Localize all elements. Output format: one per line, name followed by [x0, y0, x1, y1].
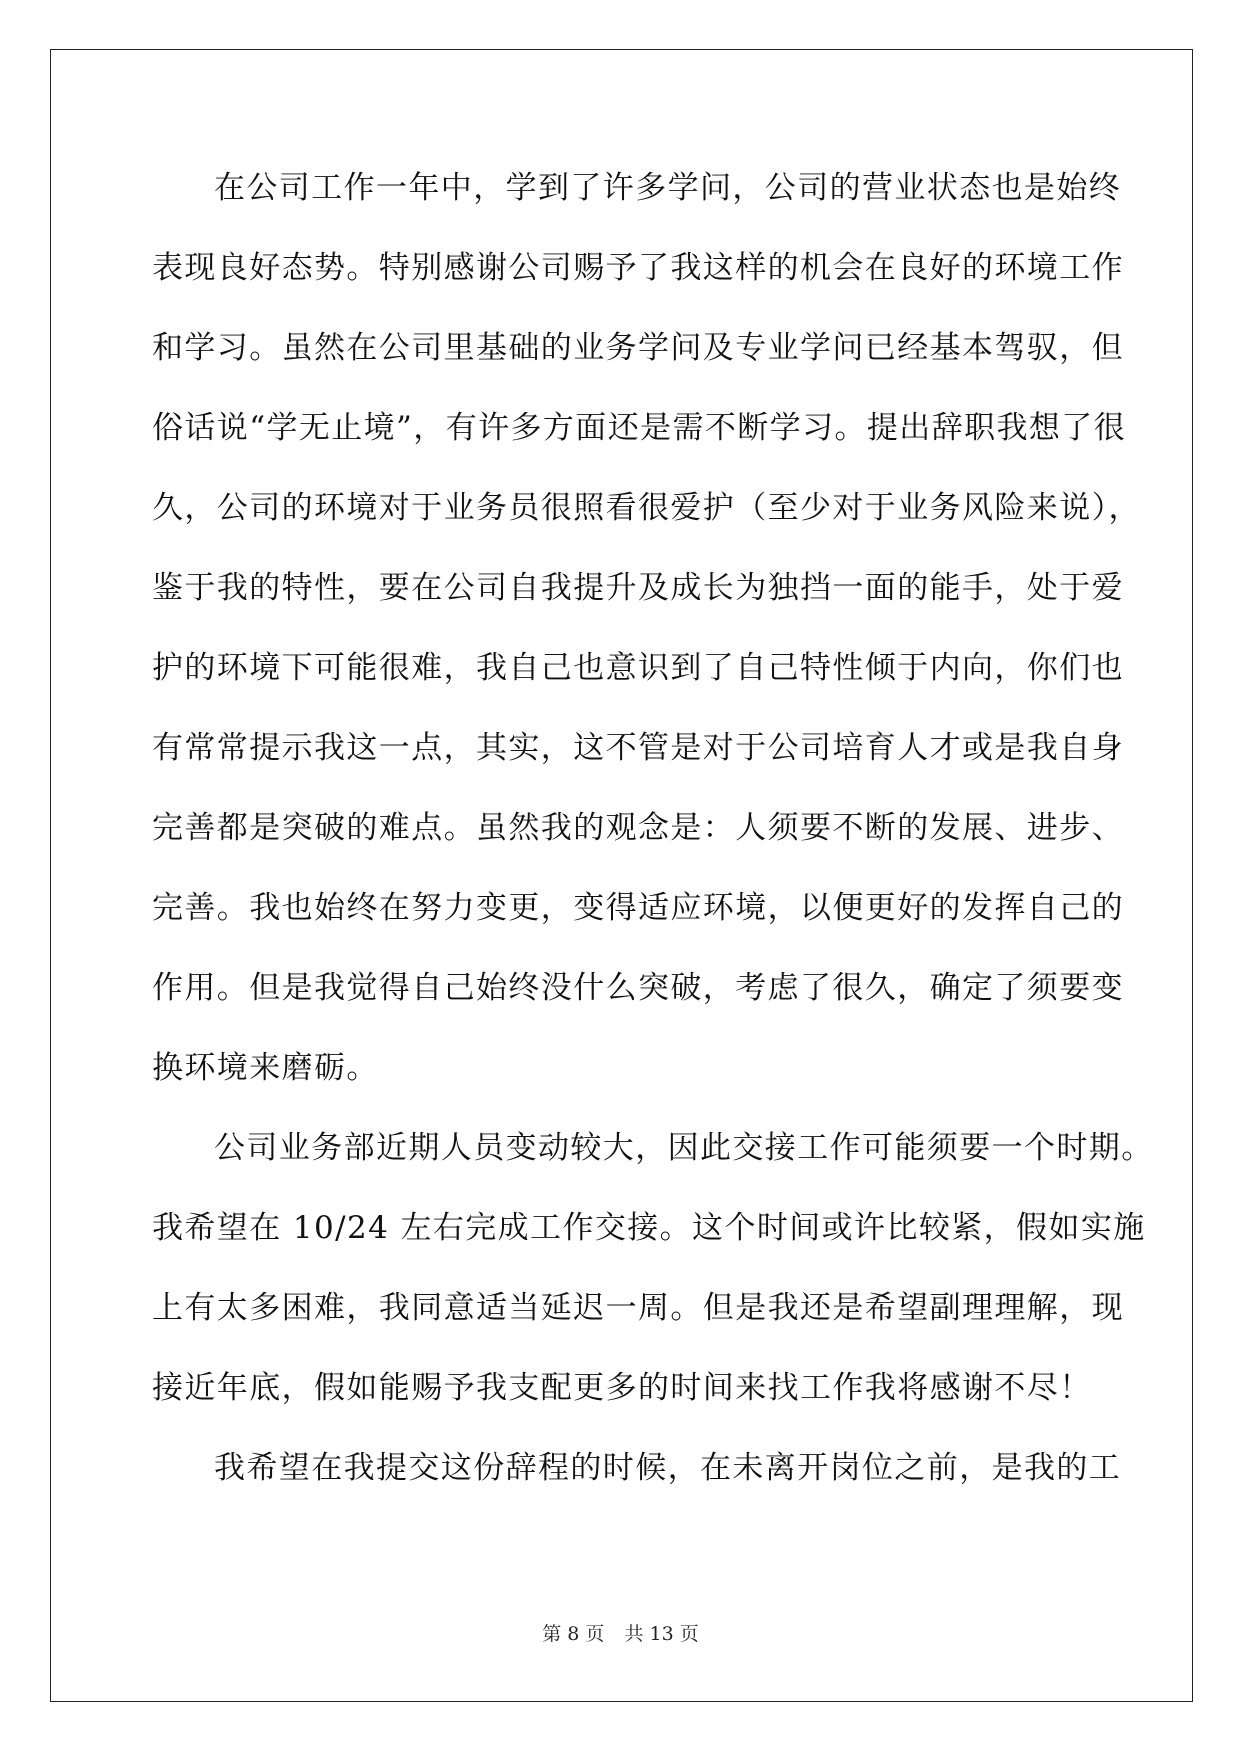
paragraph-1-line-3: 和学习。虽然在公司里基础的业务学问及专业学问已经基本驾驭，但 — [152, 330, 1124, 366]
paragraph-2-line-4: 接近年底，假如能赐予我支配更多的时间来找工作我将感谢不尽！ — [152, 1370, 1092, 1406]
paragraph-2-line-2: 我希望在 10/24 左右完成工作交接。这个时间或许比较紧，假如实施 — [152, 1210, 1146, 1246]
paragraph-1-line-2: 表现良好态势。特别感谢公司赐予了我这样的机会在良好的环境工作 — [152, 250, 1124, 286]
paragraph-1-line-11: 作用。但是我觉得自己始终没什么突破，考虑了很久，确定了须要变 — [152, 970, 1124, 1006]
page-number: 第 8 页 — [542, 1623, 605, 1645]
paragraph-1-line-12: 换环境来磨砺。 — [152, 1050, 379, 1086]
paragraph-2-line-1: 公司业务部近期人员变动较大，因此交接工作可能须要一个时期。 — [214, 1130, 1154, 1166]
page-total: 共 13 页 — [624, 1623, 699, 1645]
paragraph-1-line-6: 鉴于我的特性，要在公司自我提升及成长为独挡一面的能手，处于爱 — [152, 570, 1124, 606]
paragraph-1-line-4: 俗话说“学无止境”，有许多方面还是需不断学习。提出辞职我想了很 — [152, 410, 1127, 446]
paragraph-2-line-3: 上有太多困难，我同意适当延迟一周。但是我还是希望副理理解，现 — [152, 1290, 1124, 1326]
paragraph-1-line-10: 完善。我也始终在努力变更，变得适应环境，以便更好的发挥自己的 — [152, 890, 1124, 926]
paragraph-1-line-5: 久，公司的环境对于业务员很照看很爱护（至少对于业务风险来说）， — [152, 490, 1141, 526]
paragraph-3-line-1: 我希望在我提交这份辞程的时候，在未离开岗位之前，是我的工 — [214, 1450, 1122, 1486]
page-footer — [0, 1622, 1241, 1646]
paragraph-1-line-1: 在公司工作一年中，学到了许多学问，公司的营业状态也是始终 — [214, 170, 1122, 206]
paragraph-1-line-9: 完善都是突破的难点。虽然我的观念是：人须要不断的发展、进步、 — [152, 810, 1124, 846]
paragraph-1-line-8: 有常常提示我这一点，其实，这不管是对于公司培育人才或是我自身 — [152, 730, 1124, 766]
paragraph-1-line-7: 护的环境下可能很难，我自己也意识到了自己特性倾于内向，你们也 — [152, 650, 1124, 686]
